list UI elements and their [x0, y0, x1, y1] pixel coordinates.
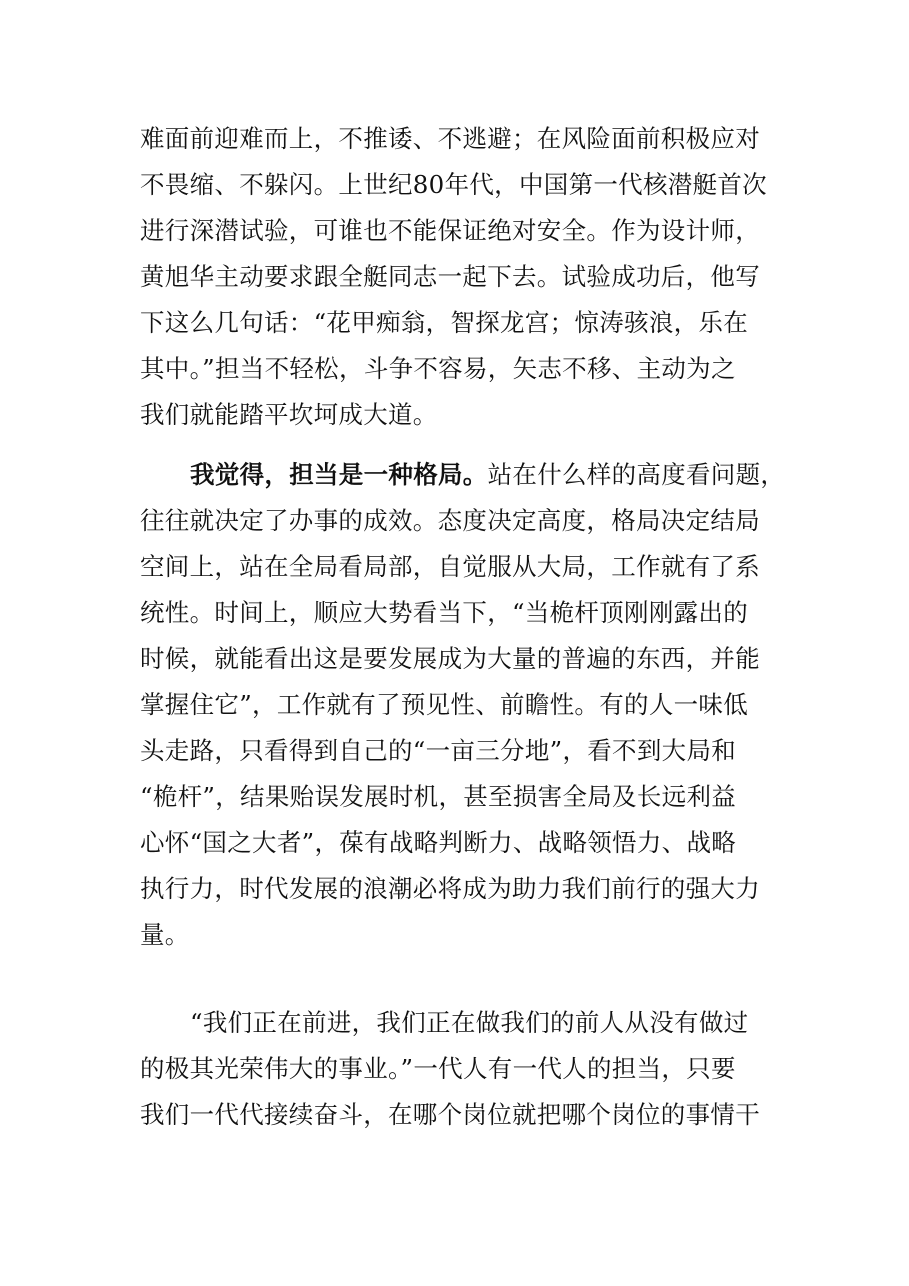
paragraph-1-line-6: 其中。”担当不轻松，斗争不容易，矢志不移、主动为之	[140, 354, 736, 383]
paragraph-2-line-9: 心怀“国之大者”，葆有战略判断力、战略领悟力、战略	[140, 828, 737, 857]
paragraph-2-line-5: 时候，就能看出这是要发展成为大量的普遍的东西，并能	[140, 644, 760, 673]
paragraph-2-lead-rest: 站在什么样的高度看问题，	[487, 460, 786, 489]
paragraph-1-line-7: 我们就能踏平坎坷成大道。	[140, 400, 438, 429]
paragraph-1-line-3: 进行深潜试验，可谁也不能保证绝对安全。作为设计师，	[140, 216, 760, 245]
paragraph-2-line-6: 掌握住它”，工作就有了预见性、前瞻性。有的人一味低	[140, 690, 749, 719]
paragraph-1-line-4: 黄旭华主动要求跟全艇同志一起下去。试验成功后，他写	[140, 262, 760, 291]
paragraph-1-line-5: 下这么几句话：“花甲痴翁，智探龙宫；惊涛骇浪，乐在	[140, 308, 749, 337]
paragraph-2-lead-bold: 我觉得，担当是一种格局。	[190, 460, 488, 489]
paragraph-2-line-1	[190, 453, 790, 497]
paragraph-1-line-2: 不畏缩、不躲闪。上世纪80年代，中国第一代核潜艇首次	[140, 170, 767, 199]
paragraph-2-line-8: “桅杆”，结果贻误发展时机，甚至损害全局及长远利益	[140, 782, 737, 811]
paragraph-2-line-10: 执行力，时代发展的浪潮必将成为助力我们前行的强大力	[140, 874, 760, 903]
paragraph-3-line-2: 的极其光荣伟大的事业。”一代人有一代人的担当，只要	[140, 1054, 736, 1083]
paragraph-2-line-11: 量。	[140, 920, 190, 949]
paragraph-2-line-7: 头走路，只看得到自己的“一亩三分地”，看不到大局和	[140, 736, 737, 765]
paragraph-2-line-2: 往往就决定了办事的成效。态度决定高度，格局决定结局	[140, 506, 760, 535]
paragraph-1-line-1: 难面前迎难而上，不推诿、不逃避；在风险面前积极应对	[140, 124, 760, 153]
paragraph-3-line-3: 我们一代代接续奋斗，在哪个岗位就把哪个岗位的事情干	[140, 1100, 760, 1129]
paragraph-2-line-4: 统性。时间上，顺应大势看当下，“当桅杆顶刚刚露出的	[140, 598, 749, 627]
paragraph-3-line-1: “我们正在前进，我们正在做我们的前人从没有做过	[190, 1008, 749, 1037]
paragraph-2-line-3: 空间上，站在全局看局部，自觉服从大局，工作就有了系	[140, 552, 760, 581]
